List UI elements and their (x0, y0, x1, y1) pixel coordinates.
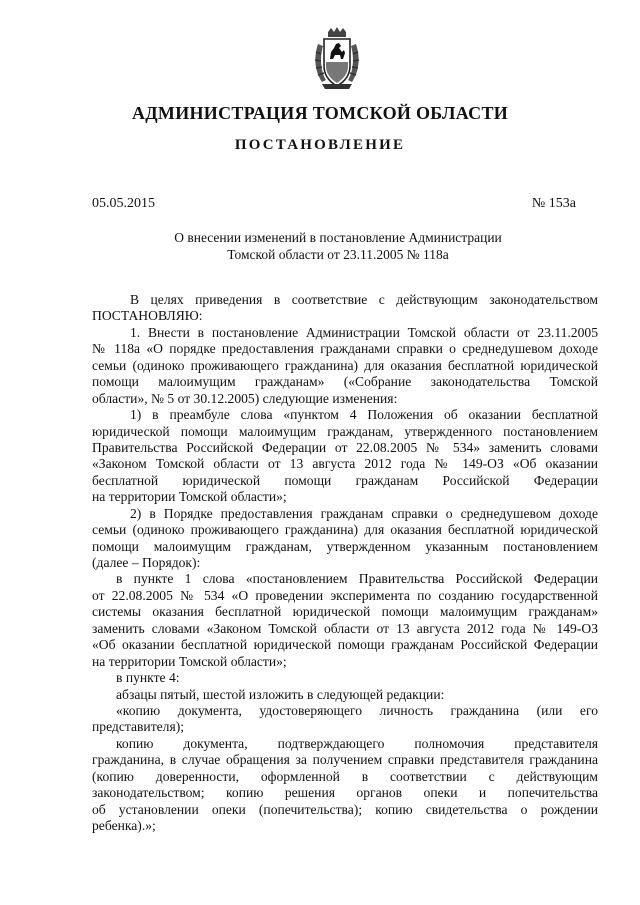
body-line: семьи (одиноко проживающего гражданина) для оказания бесплатной юридической (92, 522, 598, 538)
document-subject (160, 229, 516, 263)
body-line: семьи (одиноко проживающего гражданина) для оказания бесплатной юридической (92, 357, 598, 373)
body-line: помощи малоимущим гражданам, утвержденном указанным постановлением (92, 538, 598, 554)
body-line: юридической помощи малоимущим гражданам, утвержденного постановлением (92, 423, 598, 439)
body-line: В целях приведения в соответствие с действующим законодательством (130, 292, 598, 307)
body-line: 1) в преамбуле слова «пунктом 4 Положения об оказании бесплатной (130, 407, 598, 423)
body-line: № 118а «О порядке предоставления гражданами справки о среднедушевом доходе (92, 341, 598, 357)
body-line: копию документа, подтверждающего полномочия представителя (116, 735, 598, 751)
body-line: абзацы пятый, шестой изложить в следующей редакции: (116, 686, 445, 702)
body-line: бесплатной юридической помощи гражданам Российской Федерации (92, 472, 598, 488)
document-body (92, 292, 598, 834)
body-line: об установлении опеки (попечительства); копию свидетельства о рождении (92, 801, 598, 817)
body-line: 1. Внести в постановление Администрации Томской области от 23.11.2005 (130, 324, 598, 340)
body-line: на территории Томской области»; (92, 653, 287, 669)
document-type: ПОСТАНОВЛЕНИЕ (234, 137, 406, 153)
body-line: помощи малоимущим гражданам» («Собрание законодательства Томской (92, 374, 598, 390)
body-line: в пункте 4: (116, 670, 180, 686)
body-line: области», № 5 от 30.12.2005) следующие изменения: (92, 390, 398, 406)
body-line: от 22.08.2005 № 534 «О проведении эксперимента по созданию государственной (92, 587, 598, 603)
body-line: представителя); (92, 719, 185, 735)
body-line: (копию доверенности, оформленной в соответствии с действующим (92, 768, 598, 784)
body-line: ПОСТАНОВЛЯЮ: (92, 308, 203, 324)
body-line: «копию документа, удостоверяющего личность гражданина (или его (116, 702, 598, 718)
document-number: № 153а (531, 196, 576, 211)
body-line: (далее – Порядок): (92, 555, 201, 570)
organization-title: АДМИНИСТРАЦИЯ ТОМСКОЙ ОБЛАСТИ (131, 103, 509, 123)
body-line: Правительства Российской Федерации от 22.08.2005 № 534» заменить словами (92, 439, 598, 455)
body-line: ребенка).»; (92, 818, 156, 833)
body-line: заменить словами «Законом Томской области от 13 августа 2012 года № 149-ОЗ (92, 620, 598, 636)
subject-line: О внесении изменений в постановление Администрации (174, 230, 502, 245)
document-date: 05.05.2015 (92, 196, 155, 211)
body-line: 2) в Порядке предоставления гражданам справки о среднедушевом доходе (130, 505, 598, 521)
body-line: на территории Томской области»; (92, 489, 287, 505)
subject-line: Томской области от 23.11.2005 № 118а (227, 247, 449, 262)
coat-of-arms-icon (304, 26, 370, 92)
body-line: гражданина, в случае обращения за получением справки представителя гражданина (92, 752, 598, 768)
body-line: «Законом Томской области от 13 августа 2012 года № 149-ОЗ «Об оказании (92, 456, 598, 472)
body-line: в пункте 1 слова «постановлением Правительства Российской Федерации (116, 571, 598, 587)
body-line: системы оказания бесплатной юридической помощи малоимущим гражданам» (92, 604, 598, 620)
body-line: законодательством; копию решения органов опеки и попечительства (92, 785, 598, 801)
body-line: «Об оказании бесплатной юридической помощи гражданам Российской Федерации (92, 637, 598, 653)
